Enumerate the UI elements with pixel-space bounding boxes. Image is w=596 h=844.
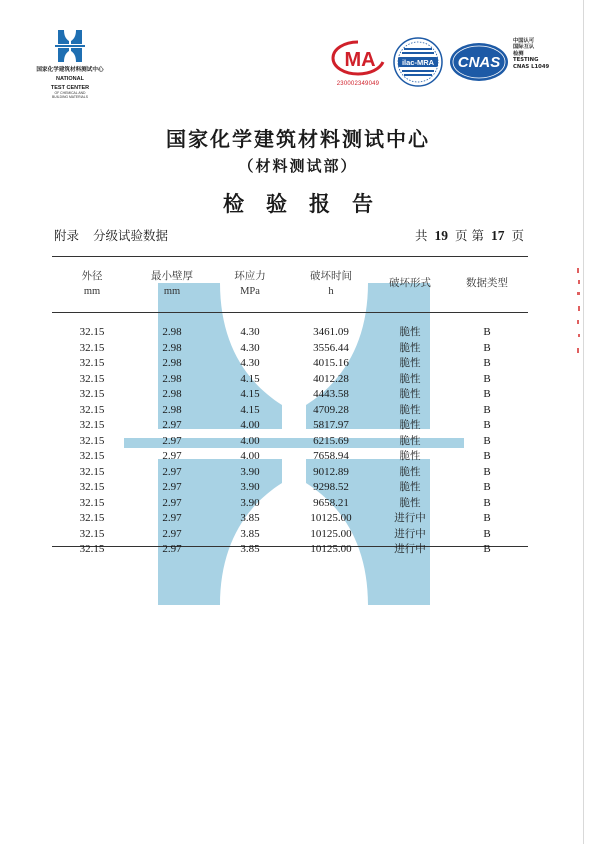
cell-hoop-stress: 3.90 <box>240 465 260 478</box>
cell-failure-mode: 进行中 <box>394 512 426 524</box>
cell-failure-mode: 脆性 <box>399 357 421 369</box>
table-row <box>52 322 528 341</box>
cell-failure-mode: 脆性 <box>399 496 421 509</box>
department-title: （材料测试部） <box>238 157 358 175</box>
header-data-type: 数据类型 <box>466 277 508 289</box>
header-min-wall-thickness: 最小壁厚 mm <box>151 270 193 297</box>
table-body <box>52 322 528 558</box>
table-row <box>52 527 528 543</box>
cell-data-type: B <box>483 419 491 431</box>
cell-outer-diameter: 32.15 <box>79 450 105 462</box>
cell-data-type: B <box>483 372 491 385</box>
page-info-suffix: 页 <box>511 228 524 243</box>
cell-data-type: B <box>483 543 491 555</box>
cell-data-type: B <box>483 450 491 462</box>
table-row <box>52 387 528 403</box>
cell-failure-mode: 脆性 <box>399 450 421 462</box>
cell-hoop-stress: 4.30 <box>240 326 260 338</box>
cell-min-wall-thickness: 2.97 <box>162 419 182 431</box>
cnas-logo-icon <box>448 40 510 84</box>
cell-data-type: B <box>483 481 491 493</box>
ntc-name-sub-1: OF CHEMICAL AND <box>54 91 86 95</box>
cell-outer-diameter: 32.15 <box>79 481 105 493</box>
table-top-rule <box>52 256 528 257</box>
cell-outer-diameter: 32.15 <box>79 388 105 400</box>
cell-hoop-stress: 4.00 <box>240 419 260 431</box>
cnas-text-line-2: 国际互认 <box>513 44 535 51</box>
cell-min-wall-thickness: 2.97 <box>162 450 182 462</box>
table-row <box>52 434 528 450</box>
ilac-label: ilac-MRA <box>401 58 435 67</box>
table-row <box>52 356 528 372</box>
cell-outer-diameter: 32.15 <box>79 496 105 509</box>
cell-hoop-stress: 4.00 <box>240 434 260 447</box>
cell-hoop-stress: 4.30 <box>240 341 260 354</box>
table-row <box>52 341 528 357</box>
cell-failure-mode: 脆性 <box>399 481 421 493</box>
cell-data-type: B <box>483 357 491 369</box>
cell-data-type: B <box>483 434 491 447</box>
table-header-row <box>52 267 528 322</box>
cell-failure-mode: 脆性 <box>399 465 421 478</box>
cell-hoop-stress: 3.85 <box>240 512 260 524</box>
cell-hoop-stress: 4.15 <box>240 372 260 385</box>
cell-failure-time: 4709.28 <box>313 403 349 416</box>
table-row <box>52 418 528 434</box>
cnas-label: CNAS <box>457 54 501 71</box>
cell-failure-time: 3556.44 <box>313 341 349 354</box>
page-info-middle: 页 第 <box>455 228 485 243</box>
table-row <box>52 511 528 527</box>
cell-failure-mode: 进行中 <box>394 527 426 540</box>
cell-failure-mode: 脆性 <box>399 372 421 385</box>
cell-failure-time: 10125.00 <box>310 512 352 524</box>
cell-failure-time: 10125.00 <box>310 543 352 555</box>
cell-min-wall-thickness: 2.97 <box>162 543 182 555</box>
table-row <box>52 542 528 558</box>
header-hoop-stress: 环应力 MPa <box>234 270 266 297</box>
cnas-text-line-5: CNAS L1049 <box>513 63 550 70</box>
cell-outer-diameter: 32.15 <box>79 403 105 416</box>
cma-logo <box>328 40 388 87</box>
cnas-text-line-3: 检测 <box>513 50 524 57</box>
cell-hoop-stress: 3.90 <box>240 481 260 493</box>
cnas-text-line-4: TESTING <box>513 57 539 64</box>
cell-failure-mode: 脆性 <box>399 403 421 416</box>
cell-min-wall-thickness: 2.98 <box>162 403 182 416</box>
page-current: 17 <box>491 228 505 243</box>
cell-data-type: B <box>483 403 491 416</box>
cell-failure-time: 3461.09 <box>313 326 349 338</box>
cell-outer-diameter: 32.15 <box>79 357 105 369</box>
table-row <box>52 403 528 419</box>
cell-min-wall-thickness: 2.98 <box>162 326 182 338</box>
cell-outer-diameter: 32.15 <box>79 419 105 431</box>
cell-min-wall-thickness: 2.97 <box>162 512 182 524</box>
organization-title: 国家化学建筑材料测试中心 <box>166 127 430 151</box>
table-row <box>52 372 528 388</box>
report-title: 检验报告 <box>223 192 395 216</box>
cell-min-wall-thickness: 2.97 <box>162 434 182 447</box>
cma-label: MA <box>344 49 376 71</box>
ilac-mra-icon <box>392 36 444 88</box>
cell-failure-time: 6215.69 <box>313 434 349 447</box>
cnas-text-line-1: 中国认可 <box>513 38 535 44</box>
cell-hoop-stress: 4.15 <box>240 403 260 416</box>
cell-min-wall-thickness: 2.98 <box>162 388 182 400</box>
cell-outer-diameter: 32.15 <box>79 527 105 540</box>
grading-test-data-table <box>52 267 528 558</box>
cell-failure-time: 9658.21 <box>313 496 349 509</box>
cell-failure-time: 9298.52 <box>313 481 349 493</box>
cell-failure-time: 4015.16 <box>313 357 349 369</box>
cell-min-wall-thickness: 2.97 <box>162 465 182 478</box>
ntc-emblem-icon <box>55 30 85 62</box>
cell-min-wall-thickness: 2.98 <box>162 341 182 354</box>
table-row <box>52 465 528 481</box>
ntc-name-en-2: TEST CENTER <box>50 85 90 91</box>
appendix-name: 分级试验数据 <box>93 228 169 243</box>
cell-min-wall-thickness: 2.98 <box>162 357 182 369</box>
cnas-accreditation-text <box>513 38 549 70</box>
cell-outer-diameter: 32.15 <box>79 465 105 478</box>
cell-failure-mode: 脆性 <box>399 326 421 338</box>
cell-hoop-stress: 3.90 <box>240 496 260 509</box>
table-row <box>52 496 528 512</box>
cell-data-type: B <box>483 465 491 478</box>
cell-data-type: B <box>483 341 491 354</box>
cell-outer-diameter: 32.15 <box>79 543 105 555</box>
ntc-logo <box>22 30 118 99</box>
page-info <box>415 226 524 244</box>
page-info-prefix: 共 <box>415 228 428 243</box>
cell-failure-time: 5817.97 <box>313 419 349 431</box>
edge-stamp-marks <box>575 268 581 358</box>
cma-seal-icon <box>330 40 386 76</box>
cell-min-wall-thickness: 2.97 <box>162 527 182 540</box>
cell-outer-diameter: 32.15 <box>79 372 105 385</box>
header-outer-diameter: 外径 mm <box>81 270 103 297</box>
cell-hoop-stress: 3.85 <box>240 527 260 540</box>
ntc-name-cn: 国家化学建筑材料测试中心 <box>36 67 104 73</box>
appendix-label: 附录 <box>54 228 80 243</box>
cell-hoop-stress: 4.00 <box>240 450 260 462</box>
cma-number: 230002349049 <box>336 81 380 87</box>
table-row <box>52 480 528 496</box>
cell-failure-time: 10125.00 <box>310 527 352 540</box>
cell-min-wall-thickness: 2.98 <box>162 372 182 385</box>
cell-failure-mode: 脆性 <box>399 388 421 400</box>
page-total: 19 <box>434 228 449 243</box>
cell-failure-time: 9012.89 <box>313 465 349 478</box>
ntc-name-en-1: NATIONAL <box>55 76 84 82</box>
cell-min-wall-thickness: 2.97 <box>162 481 182 493</box>
cell-hoop-stress: 3.85 <box>240 543 260 555</box>
appendix-heading <box>54 226 168 244</box>
certification-logos <box>326 36 566 92</box>
cell-data-type: B <box>483 388 491 400</box>
table-row <box>52 449 528 465</box>
cell-failure-mode: 脆性 <box>399 419 421 431</box>
cell-outer-diameter: 32.15 <box>79 434 105 447</box>
cell-data-type: B <box>483 326 491 338</box>
cell-data-type: B <box>483 512 491 524</box>
cell-data-type: B <box>483 527 491 540</box>
header-failure-time: 破坏时间 h <box>310 270 352 297</box>
cell-outer-diameter: 32.15 <box>79 512 105 524</box>
cell-data-type: B <box>483 496 491 509</box>
cell-failure-time: 7658.94 <box>313 450 349 462</box>
cell-min-wall-thickness: 2.97 <box>162 496 182 509</box>
cell-hoop-stress: 4.15 <box>240 388 260 400</box>
cell-failure-mode: 脆性 <box>399 434 421 447</box>
cell-failure-time: 4443.58 <box>313 388 349 400</box>
cell-outer-diameter: 32.15 <box>79 326 105 338</box>
cell-outer-diameter: 32.15 <box>79 341 105 354</box>
cell-hoop-stress: 4.30 <box>240 357 260 369</box>
header-failure-mode: 破坏形式 <box>389 277 431 289</box>
cell-failure-mode: 脆性 <box>399 341 421 354</box>
ntc-name-sub-2: BUILDING MATERIALS <box>52 95 88 99</box>
cell-failure-mode: 进行中 <box>394 543 426 555</box>
cell-failure-time: 4012.28 <box>313 372 349 385</box>
